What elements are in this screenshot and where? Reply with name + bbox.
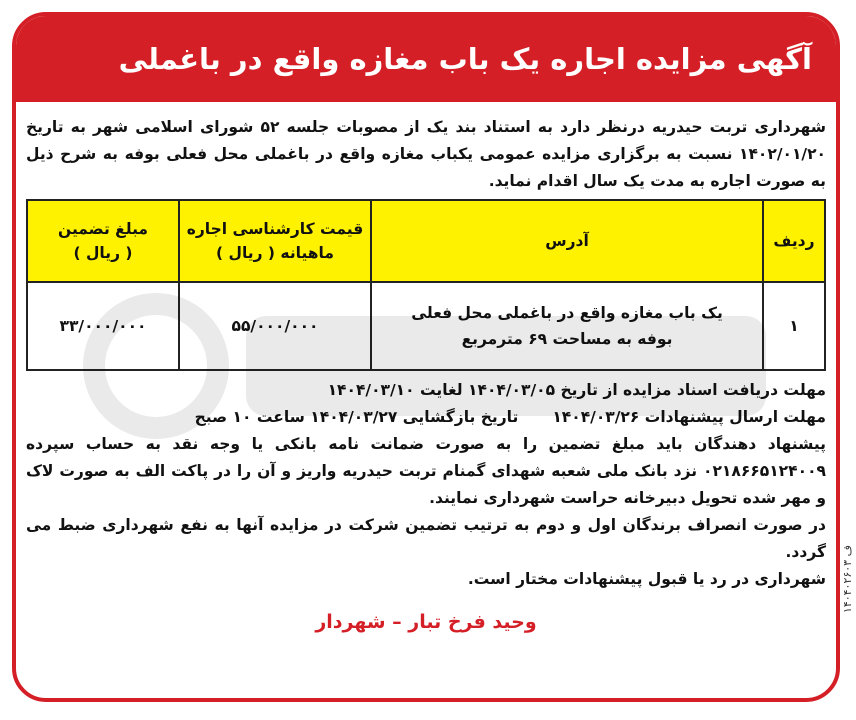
cell-address — [371, 282, 763, 370]
cell-rent-price: ۵۵/۰۰۰/۰۰۰ — [179, 282, 371, 370]
auction-table — [26, 199, 826, 371]
cell-address-line2: بوفه به مساحت ۶۹ مترمربع — [461, 330, 673, 348]
table-row — [27, 282, 825, 370]
table-header-row — [27, 200, 825, 282]
deadline-offers-line — [26, 404, 826, 431]
side-code: ف ۱۴۰۴۰۲۶۰۳ — [841, 545, 854, 614]
rights-reserved: شهرداری در رد یا قبول پیشنهادات مختار است. — [467, 570, 826, 588]
cell-address-line1: یک باب مغازه واقع در باغملی محل فعلی — [411, 304, 723, 322]
header-guarantee-line1: مبلغ تضمین — [58, 220, 148, 238]
cell-row-number: ۱ — [763, 282, 825, 370]
signature: وحید فرخ تبار – شهردار — [315, 611, 537, 633]
header-rent-price-line2: ماهیانه ( ریال ) — [216, 244, 334, 262]
header-rent-price-line1: قیمت کارشناسی اجاره — [186, 220, 364, 238]
intro-paragraph: شهرداری تربت حیدریه درنظر دارد به استناد بند یک از مصوبات جلسه ۵۲ شورای اسلامی شهر به تاریخ ۱۴۰۲/۰۱/۲۰ نسبت به برگزاری مزایده عمومی یکباب مغازه واقع در باغملی محل فعلی بوفه به شرح ذیل به صورت اجاره به مدت یک سال اقدام نماید. — [26, 118, 826, 190]
deadline-documents: مهلت دریافت اسناد مزایده از تاریخ ۱۴۰۴/۰۳/۰۵ لغایت ۱۴۰۴/۰۳/۱۰ — [327, 381, 826, 399]
header-guarantee — [27, 200, 179, 282]
header-address: آدرس — [371, 200, 763, 282]
notice-frame — [12, 12, 840, 702]
notice-body — [26, 114, 826, 636]
forfeit-terms: در صورت انصراف برندگان اول و دوم به ترتیب تضمین شرکت در مزایده آنها به نفع شهرداری ضبط می گردد. — [26, 516, 826, 561]
header-rent-price — [179, 200, 371, 282]
guarantee-terms: پیشنهاد دهندگان باید مبلغ تضمین را به صورت ضمانت نامه بانکی یا وجه نقد به حساب سپرده ۰۲۱۸۶۶۵۱۲۴۰۰۹ نزد بانک ملی شعبه شهدای گمنام تربت حیدریه واریز و آن را در پاکت الف به صورت لاک و مهر شده تحویل دبیرخانه حراست شهرداری نمایند. — [26, 435, 826, 507]
header-row-number: ردیف — [763, 200, 825, 282]
header-guarantee-line2: ( ریال ) — [73, 244, 133, 262]
deadline-offers: مهلت ارسال پیشنهادات ۱۴۰۴/۰۳/۲۶ — [552, 408, 826, 426]
opening-date: تاریخ بازگشایی ۱۴۰۴/۰۳/۲۷ ساعت ۱۰ صبح — [194, 408, 519, 426]
cell-guarantee: ۳۳/۰۰۰/۰۰۰ — [27, 282, 179, 370]
notice-title: آگهی مزایده اجاره یک باب مغازه واقع در باغملی — [16, 16, 836, 102]
